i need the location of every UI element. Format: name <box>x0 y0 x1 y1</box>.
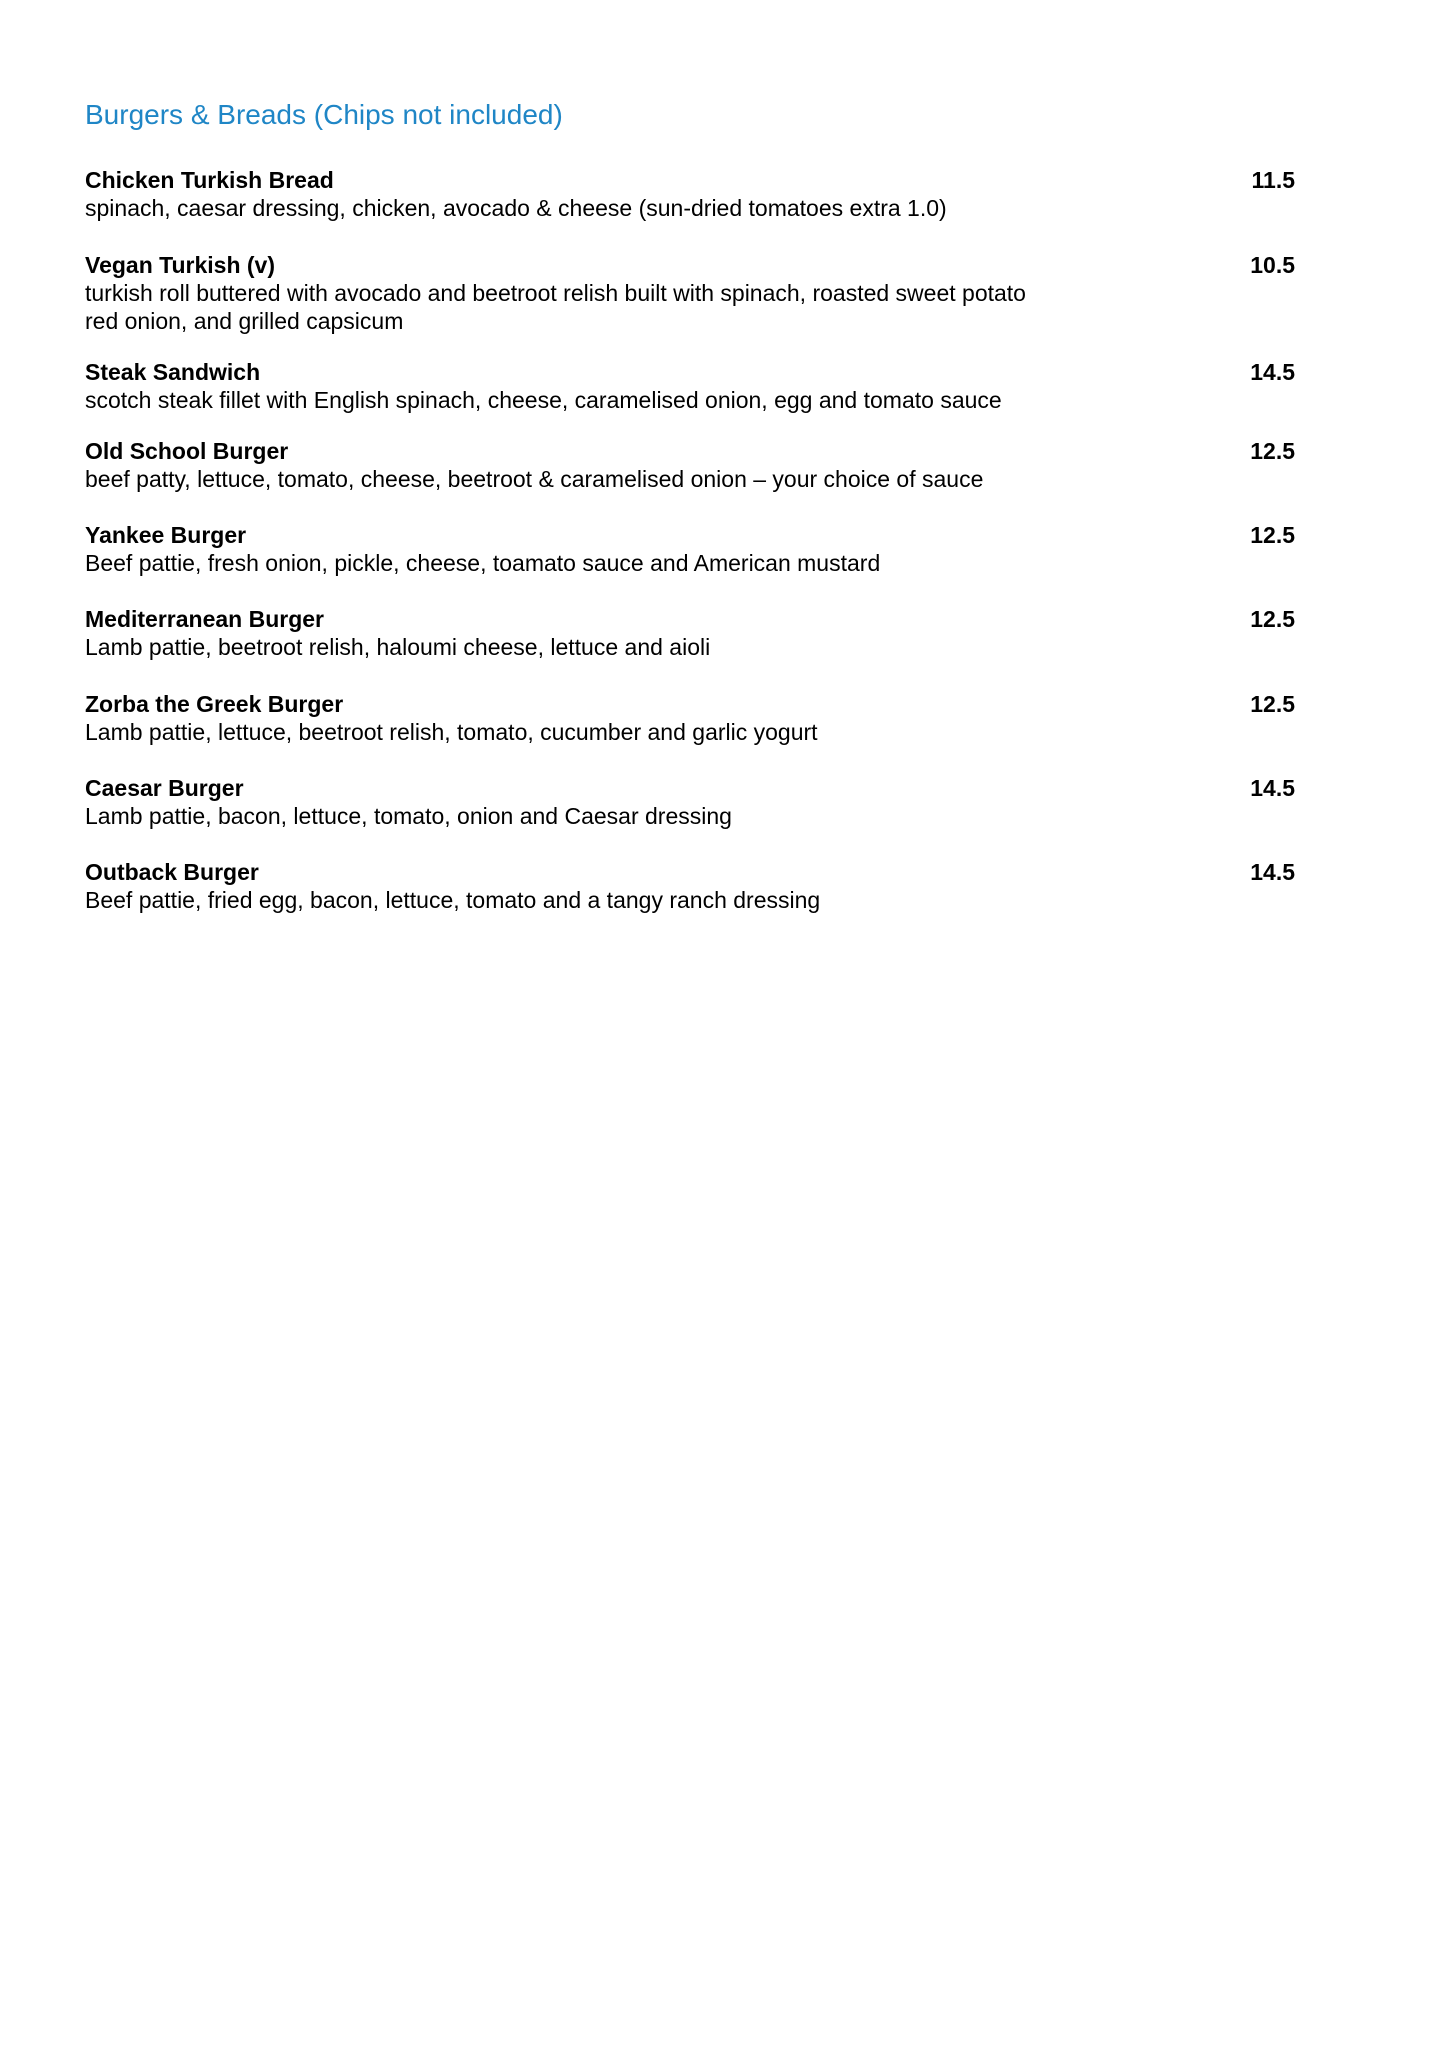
item-price: 12.5 <box>1250 691 1295 717</box>
item-name: Old School Burger <box>85 438 289 464</box>
item-name: Zorba the Greek Burger <box>85 691 344 717</box>
item-name: Vegan Turkish (v) <box>85 252 276 278</box>
item-name: Chicken Turkish Bread <box>85 167 334 193</box>
item-name: Yankee Burger <box>85 522 247 548</box>
item-name: Outback Burger <box>85 859 259 885</box>
menu-item-outback-burger <box>85 858 1295 914</box>
menu-item-steak-sandwich <box>85 358 1295 414</box>
item-description: scotch steak fillet with English spinach, cheese, caramelised onion, egg and tomato sauce <box>85 387 1002 413</box>
item-price: 11.5 <box>1251 167 1295 193</box>
section-title: Burgers & Breads (Chips not included) <box>85 99 563 130</box>
item-name: Mediterranean Burger <box>85 606 325 632</box>
menu-item-yankee-burger <box>85 521 1295 577</box>
menu-item-old-school-burger <box>85 437 1295 493</box>
item-price: 14.5 <box>1250 775 1295 801</box>
item-price: 14.5 <box>1250 359 1295 385</box>
item-price: 14.5 <box>1250 859 1295 885</box>
item-description: Beef pattie, fried egg, bacon, lettuce, tomato and a tangy ranch dressing <box>85 887 821 913</box>
menu-page <box>85 0 1295 2048</box>
menu-item-zorba-the-greek-burger <box>85 690 1295 746</box>
item-price: 12.5 <box>1250 606 1295 632</box>
item-name: Steak Sandwich <box>85 359 261 385</box>
item-description: Lamb pattie, bacon, lettuce, tomato, onion and Caesar dressing <box>85 803 732 829</box>
menu-item-caesar-burger <box>85 774 1295 830</box>
item-price: 12.5 <box>1250 522 1295 548</box>
item-description: Lamb pattie, lettuce, beetroot relish, tomato, cucumber and garlic yogurt <box>85 719 818 745</box>
menu-item-vegan-turkish <box>85 251 1295 335</box>
item-price: 10.5 <box>1250 252 1295 278</box>
item-description: turkish roll buttered with avocado and beetroot relish built with spinach, roasted sweet potato red onion, and grilled capsicum <box>85 280 1026 334</box>
item-description: beef patty, lettuce, tomato, cheese, beetroot & caramelised onion – your choice of sauce <box>85 466 984 492</box>
item-price: 12.5 <box>1250 438 1295 464</box>
menu-item-mediterranean-burger <box>85 605 1295 661</box>
item-description: Lamb pattie, beetroot relish, haloumi cheese, lettuce and aioli <box>85 634 711 660</box>
menu-item-chicken-turkish-bread <box>85 166 1295 222</box>
item-description: spinach, caesar dressing, chicken, avocado & cheese (sun-dried tomatoes extra 1.0) <box>85 195 947 221</box>
item-name: Caesar Burger <box>85 775 244 801</box>
item-description: Beef pattie, fresh onion, pickle, cheese, toamato sauce and American mustard <box>85 550 881 576</box>
